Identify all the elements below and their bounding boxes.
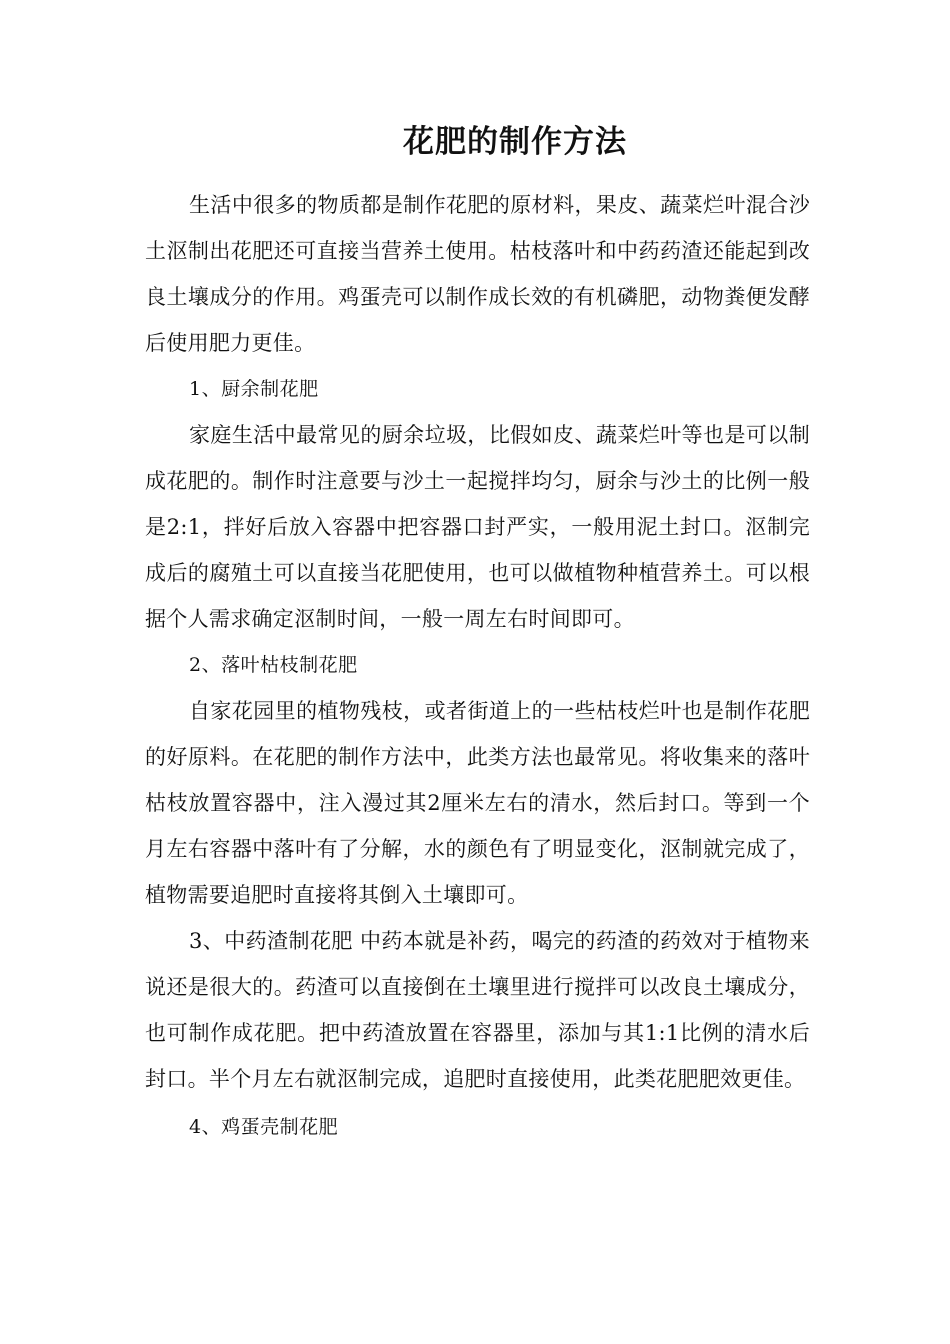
section-body-2: 自家花园里的植物残枝，或者街道上的一些枯枝烂叶也是制作花肥的好原料。在花肥的制作方法中，此类方法也最常见。将收集来的落叶枯枝放置容器中，注入漫过其2厘米左右的清水，然后封口。等到一个月左右容器中落叶有了分解，水的颜色有了明显变化，沤制就完成了，植物需要追肥时直接将其倒入土壤即可。 — [145, 699, 810, 907]
section-3-paragraph: 3、中药渣制花肥 中药本就是补药，喝完的药渣的药效对于植物来说还是很大的。药渣可以直接倒在土壤里进行搅拌可以改良土壤成分，也可制作成花肥。把中药渣放置在容器里，添加与其1:1比例的清水后封口。半个月左右就沤制完成，追肥时直接使用，此类花肥肥效更佳。 — [145, 929, 810, 1091]
section-heading-4: 4、鸡蛋壳制花肥 — [189, 1116, 339, 1138]
section-heading-2: 2、落叶枯枝制花肥 — [189, 654, 358, 676]
intro-paragraph: 生活中很多的物质都是制作花肥的原材料，果皮、蔬菜烂叶混合沙土沤制出花肥还可直接当营养土使用。枯枝落叶和中药药渣还能起到改良土壤成分的作用。鸡蛋壳可以制作成长效的有机磷肥，动物粪便发酵后使用肥力更佳。 — [145, 193, 810, 355]
document-title: 花肥的制作方法 — [403, 124, 627, 160]
section-heading-1: 1、厨余制花肥 — [189, 378, 319, 400]
document-body — [145, 182, 810, 1150]
section-body-1: 家庭生活中最常见的厨余垃圾，比假如皮、蔬菜烂叶等也是可以制成花肥的。制作时注意要与沙土一起搅拌均匀，厨余与沙土的比例一般是2:1，拌好后放入容器中把容器口封严实，一般用泥土封口。沤制完成后的腐殖土可以直接当花肥使用，也可以做植物种植营养土。可以根据个人需求确定沤制时间，一般一周左右时间即可。 — [145, 423, 810, 631]
